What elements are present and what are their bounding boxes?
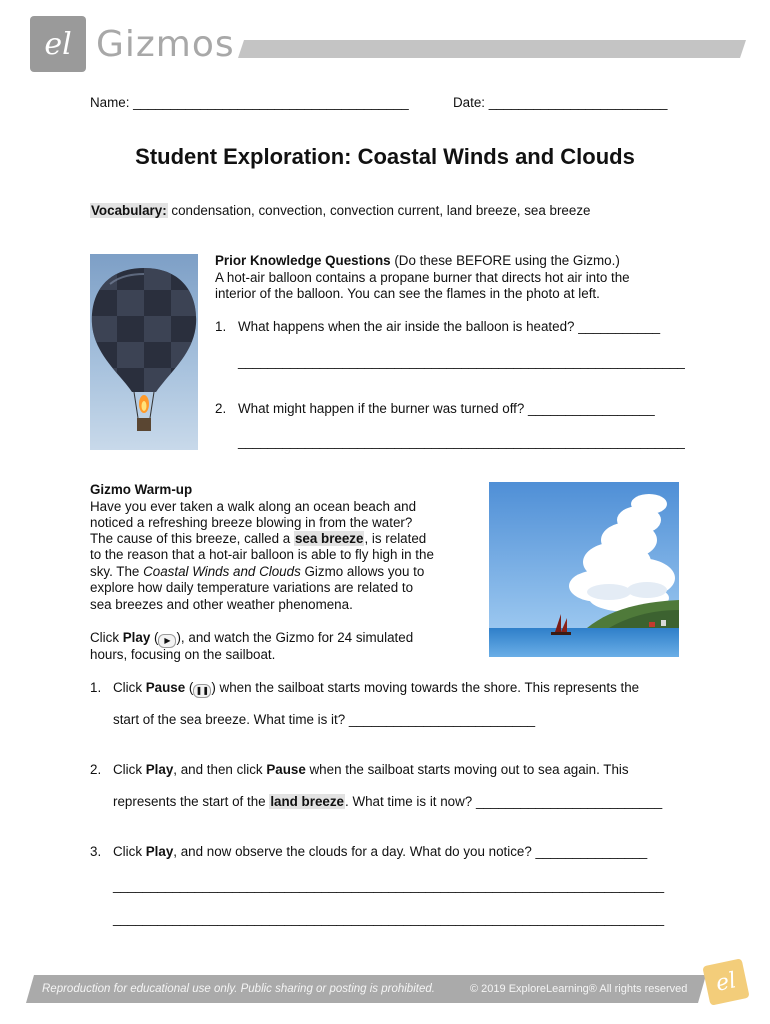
prior-q2-answer-line[interactable]: ____________________________________________________________ xyxy=(238,434,685,449)
explorelearning-logo xyxy=(702,958,749,1005)
land-breeze-term: land breeze xyxy=(270,794,344,809)
q3-line-1[interactable] xyxy=(113,844,647,860)
hot-air-balloon-photo xyxy=(90,254,198,450)
prior-q1-answer-line[interactable]: ____________________________________________________________ xyxy=(238,354,685,369)
q1-d: ) when the sailboat starts moving towards the shore. This represents the xyxy=(211,680,640,695)
gizmos-logo xyxy=(30,16,86,72)
date-field[interactable]: Date: ________________________ xyxy=(453,95,668,110)
warmup-line-4: to the reason that a hot-air balloon is able to fly high in the xyxy=(90,547,434,562)
logo-glyph: el xyxy=(44,26,72,62)
q2-e: when the sailboat starts moving out to sea again. This xyxy=(305,762,629,777)
prior-q2-text[interactable]: What might happen if the burner was turned off? _________________ xyxy=(238,401,655,416)
footer-logo-glyph: el xyxy=(713,967,739,997)
q1-line-2[interactable]: start of the sea breeze. What time is it? _________________________ xyxy=(113,712,536,727)
warmup-line-6: explore how daily temperature variations are related to xyxy=(90,580,414,595)
warmup-line-5a: sky. The xyxy=(90,564,144,579)
q1-a: Click xyxy=(113,680,146,695)
q2-h: . What time is it now? _________________________ xyxy=(345,794,663,809)
warmup-line-1: Have you ever taken a walk along an ocean beach and xyxy=(90,499,417,514)
q2-f: represents the start of the xyxy=(113,794,270,809)
warmup-line-7: sea breezes and other weather phenomena. xyxy=(90,597,353,612)
prior-q2-number: 2. xyxy=(215,401,227,416)
warmup-line-5 xyxy=(90,564,424,580)
page-title: Student Exploration: Coastal Winds and Clouds xyxy=(135,144,635,169)
warmup-play-instruction-2: hours, focusing on the sailboat. xyxy=(90,647,276,662)
prior-heading: Prior Knowledge Questions xyxy=(215,253,391,268)
brand-name: Gizmos xyxy=(96,24,235,65)
gizmo-name: Coastal Winds and Clouds xyxy=(143,564,301,579)
sea-breeze-term: sea breeze xyxy=(294,531,364,546)
q2-a: Click xyxy=(113,762,146,777)
q3-answer-line-1[interactable]: __________________________________________________________________________ xyxy=(113,878,665,893)
q3-a: Click xyxy=(113,844,146,859)
warmup-heading: Gizmo Warm-up xyxy=(90,482,193,497)
q1-number: 1. xyxy=(90,680,102,695)
prior-line-2: interior of the balloon. You can see the flames in the photo at left. xyxy=(215,286,600,301)
q2-number: 2. xyxy=(90,762,102,777)
q2-line-1 xyxy=(113,762,629,778)
q1-c: ( xyxy=(185,680,194,695)
footer-disclaimer: Reproduction for educational use only. Public sharing or posting is prohibited. xyxy=(42,983,435,995)
pause-label: Pause xyxy=(145,680,186,695)
warmup-p2a: Click xyxy=(90,630,123,645)
warmup-line-3c: , is related xyxy=(364,531,427,546)
warmup-line-2: noticed a refreshing breeze blowing in from the water? xyxy=(90,515,413,530)
vocabulary-terms: condensation, convection, convection current, land breeze, sea breeze xyxy=(167,203,591,218)
warmup-line-5c: Gizmo allows you to xyxy=(300,564,425,579)
vocabulary-label: Vocabulary: xyxy=(91,203,167,218)
q1-line-1 xyxy=(113,680,639,698)
prior-line-1: A hot-air balloon contains a propane burner that directs hot air into the xyxy=(215,270,630,285)
q3-answer-line-2[interactable]: __________________________________________________________________________ xyxy=(113,911,665,926)
prior-q1-number: 1. xyxy=(215,319,227,334)
q3-number: 3. xyxy=(90,844,102,859)
pause-icon: ❚❚ xyxy=(193,684,211,698)
name-field[interactable]: Name: _____________________________________ xyxy=(90,95,409,110)
warmup-line-3 xyxy=(90,531,426,547)
q2-c: , and then click xyxy=(173,762,267,777)
header-bar xyxy=(238,40,746,58)
play-label: Play xyxy=(122,630,151,645)
warmup-p2c: ( xyxy=(150,630,159,645)
footer-copyright: © 2019 ExploreLearning® All rights reserved xyxy=(470,983,688,995)
warmup-play-instruction xyxy=(90,630,413,648)
vocabulary xyxy=(90,203,590,219)
play-icon: ▶ xyxy=(158,634,176,648)
warmup-line-3a: The cause of this breeze, called a xyxy=(90,531,294,546)
q2-line-2[interactable] xyxy=(113,794,662,810)
q3-c: , and now observe the clouds for a day. What do you notice? _______________ xyxy=(173,844,648,859)
prior-note: (Do these BEFORE using the Gizmo.) xyxy=(390,253,620,268)
q3-play-label: Play xyxy=(145,844,174,859)
prior-q1-text[interactable]: What happens when the air inside the balloon is heated? ___________ xyxy=(238,319,661,334)
prior-knowledge-heading xyxy=(215,253,620,269)
coastal-photo xyxy=(489,482,679,657)
q2-play-label: Play xyxy=(145,762,174,777)
warmup-p2d: ), and watch the Gizmo for 24 simulated xyxy=(176,630,414,645)
q2-pause-label: Pause xyxy=(266,762,306,777)
